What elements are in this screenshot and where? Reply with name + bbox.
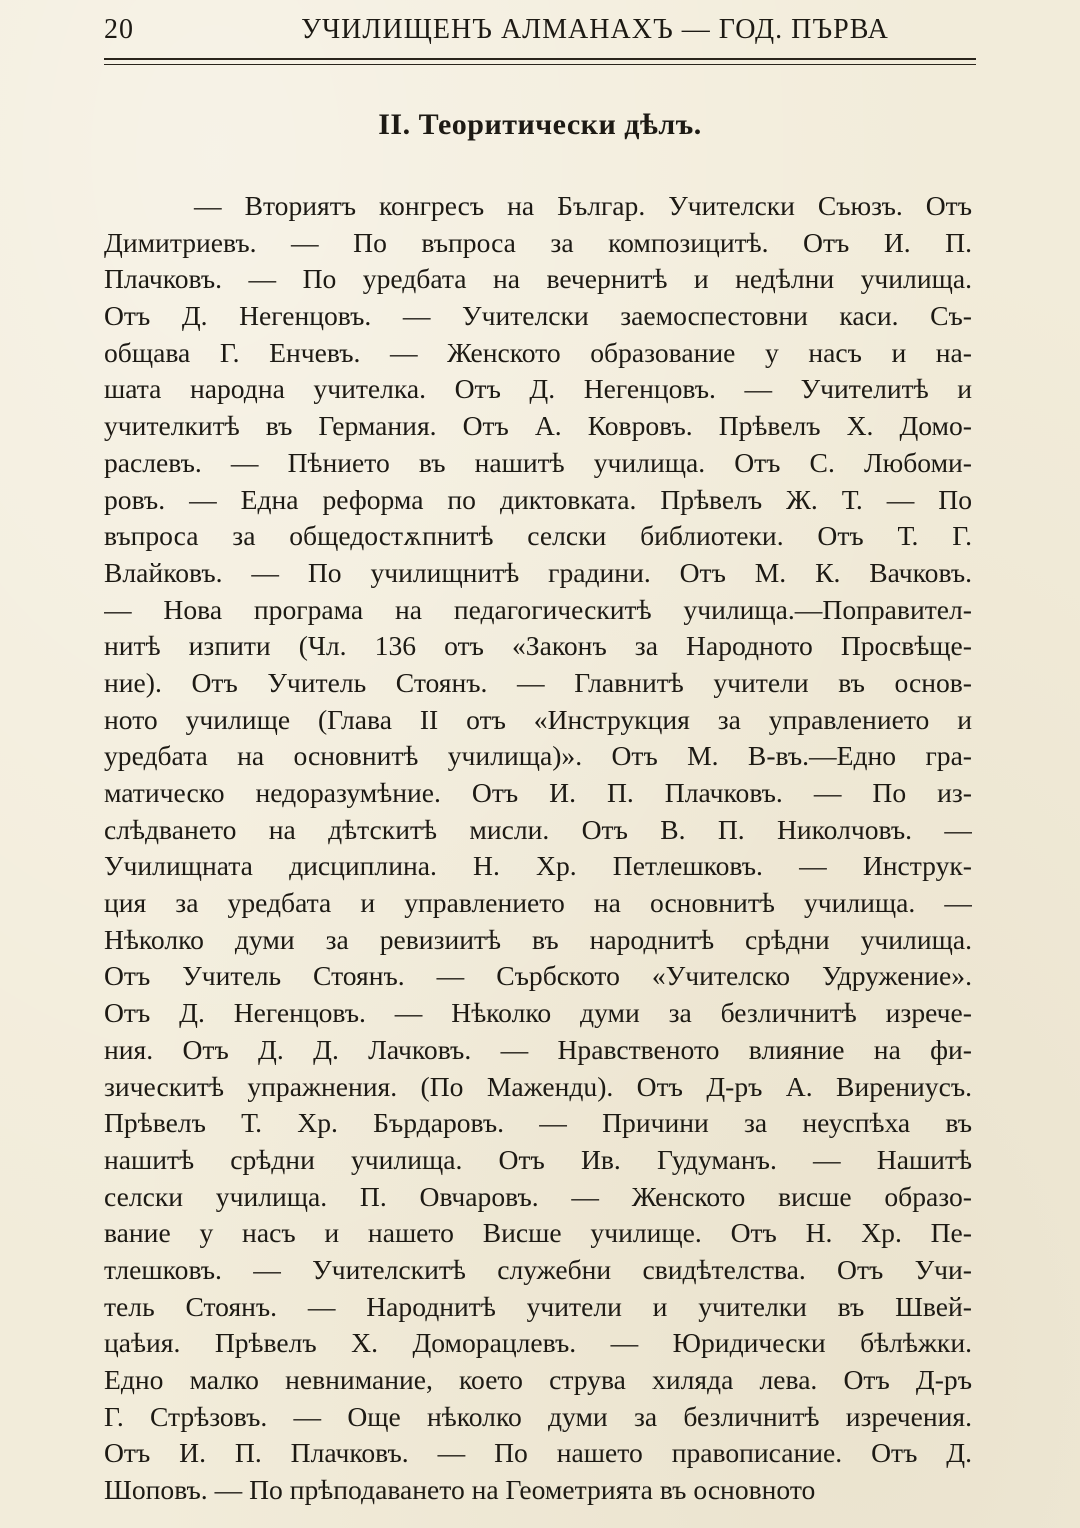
text-line: Училищната дисциплина. Н. Хр. Петлешковъ. — Инструк-: [104, 850, 972, 882]
text-line: Отъ Учитель Стоянъ. — Сърбското «Учителско Удружение».: [104, 960, 972, 992]
text-line: нашитѣ срѣдни училища. Отъ Ив. Гудуманъ. — Нашитѣ: [104, 1143, 972, 1175]
section-heading: II. Теоритически дѣлъ.: [378, 108, 702, 141]
text-line: ното училище (Глава II отъ «Инструкция за управлението и: [104, 703, 972, 735]
text-line: тлешковъ. — Учителскитѣ служебни свидѣтелства. Отъ Учи-: [104, 1253, 972, 1285]
text-line: Прѣвелъ Т. Хр. Бърдаровъ. — Причини за неуспѣха въ: [104, 1107, 972, 1139]
text-line: нитѣ изпити (Чл. 136 отъ «Законъ за Народното Просвѣще-: [104, 630, 972, 662]
page-number: 20: [104, 14, 134, 45]
text-line: уредбата на основнитѣ училища)». Отъ М. В-въ.—Едно гра-: [104, 740, 972, 772]
text-line: раслевъ. — Пѣнието въ нашитѣ училища. Отъ С. Любоми-: [104, 446, 972, 478]
text-line: — Вториятъ конгресъ на Българ. Учителски Съюзъ. Отъ: [194, 190, 972, 221]
text-line: Плачковъ. — По уредбата на вечернитѣ и недѣлни училища.: [104, 263, 972, 295]
text-line: матическо недоразумѣние. Отъ И. П. Плачковъ. — По из-: [104, 777, 972, 808]
text-line: тель Стоянъ. — Народнитѣ учители и учителки въ Швей-: [104, 1290, 972, 1322]
text-line: ния. Отъ Д. Д. Лачковъ. — Нравственото влияние на фи-: [104, 1033, 972, 1065]
text-line: — Нова програма на педагогическитѣ училища.—Поправител-: [104, 593, 972, 625]
header-rule-thin: [104, 64, 976, 65]
text-line: Отъ Д. Негенцовъ. — Учителски заемоспестовни каси. Съ-: [104, 300, 972, 332]
text-line: ровъ. — Една реформа по диктовката. Прѣвелъ Ж. Т. — По: [104, 483, 972, 515]
text-line: Отъ И. П. Плачковъ. — По нашето правописание. Отъ Д.: [104, 1437, 972, 1469]
text-line: ние). Отъ Учитель Стоянъ. — Главнитѣ учители въ основ-: [104, 666, 972, 698]
running-head: [104, 14, 976, 54]
text-line: учителкитѣ въ Германия. Отъ А. Ковровъ. Прѣвелъ Х. Домо-: [104, 410, 972, 442]
body-text: [104, 188, 972, 1509]
text-line: Димитриевъ. — По въпроса за композицитѣ. Отъ И. П.: [104, 226, 972, 258]
text-line: Нѣколко думи за ревизиитѣ въ народнитѣ срѣдни училища.: [104, 923, 972, 955]
text-line: ция за уредбата и управлението на основнитѣ училища. —: [104, 887, 972, 919]
text-line: селски училища. П. Овчаровъ. — Женското висше образо-: [104, 1180, 972, 1212]
running-title: УЧИЛИЩЕНЪ АЛМАНАХЪ — ГОД. ПЪРВА: [301, 14, 889, 45]
text-line: въпроса за общедостѫпнитѣ селски библиотеки. Отъ Т. Г.: [104, 520, 972, 552]
text-line: зическитѣ упражнения. (По Мажендu). Отъ Д-ръ А. Вирениусъ.: [104, 1070, 972, 1102]
text-line: общава Г. Енчевъ. — Женското образование у насъ и на-: [104, 336, 972, 368]
text-line: слѣдването на дѣтскитѣ мисли. Отъ В. П. Николчовъ. —: [104, 813, 972, 845]
text-line: Г. Стрѣзовъ. — Още нѣколко думи за безличнитѣ изречения.: [104, 1400, 972, 1432]
text-line: Влайковъ. — По училищнитѣ градини. Отъ М. К. Вачковъ.: [104, 556, 972, 588]
text-line: Едно малко невнимание, което струва хиляда лева. Отъ Д-ръ: [104, 1364, 972, 1395]
text-line: вание у насъ и нашето Висше училище. Отъ Н. Хр. Пе-: [104, 1217, 972, 1249]
text-line: цаѣия. Прѣвелъ Х. Доморацлевъ. — Юридически бѣлѣжки.: [104, 1327, 972, 1359]
text-line: Отъ Д. Негенцовъ. — Нѣколко думи за безличнитѣ изрече-: [104, 997, 972, 1029]
text-line: шата народна учителка. Отъ Д. Негенцовъ. — Учителитѣ и: [104, 373, 972, 405]
header-rule: [104, 58, 976, 60]
text-line: Шоповъ. — По прѣподаването на Геометрията въ основното: [104, 1474, 816, 1506]
